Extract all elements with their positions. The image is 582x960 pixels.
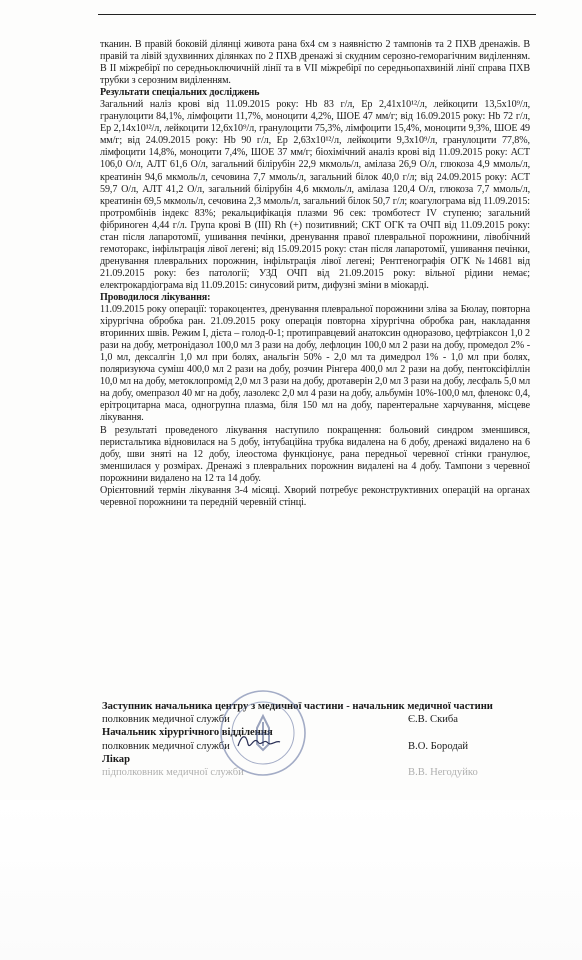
doctor-title: Лікар [102, 753, 130, 765]
paragraph-lab-results: Загальний наліз крові від 11.09.2015 року: Hb 83 г/л, Ер 2,41x10¹²/л, лейкоцити 13,5x10⁹/л, гранулоцити 84,1%, лімфоцити 11,7%, моноцити 4,2%, ШОЕ 47 мм/г; від 16.09.2015 року: Hb 72 г/л, Ер 2,14x10¹²/л, лейкоцити 12,6x10⁹/л, гранулоцити 75,3%, лімфоцити 15,4%, моноцити 9,3%, ШОЕ 49 мм/г; від 24.09.2015 року: Hb 90 г/л, Ер 2,63x10¹²/л, лейкоцити 9,3x10⁹/л, гранулоцити 77,8%, лімфоцити 14,8%, моноцити 7,4%, ШОЕ 37 мм/г; біохімічний аналіз крові від 11.09.2015 року: АСТ 106,0 О/л, АЛТ 61,6 О/л, загальний білірубін 22,9 мкмоль/л, амілаза 26,9 О/л, глюкоза 4,9 ммоль/л, креатинін 94,6 мкмоль/л, сечовина 7,7 ммоль/л, загальний білок 40,0 г/л; від 24.09.2015 року: АСТ 59,7 О/л, АЛТ 41,2 О/л, загальний білірубін 4,6 мкмоль/л, амілаза 120,4 О/л, глюкоза 7,7 ммоль/л, креатинін 69,5 мкмоль/л, сечовина 2,3 ммоль/л, загальний білок 50,7 г/л; коагулограма від 11.09.2015: протромбінів індекс 83%; рекальцифікація плазми 96 сек: тромботест IV ступеню; загальний фібриноген 4,44 г/л. Група крові В (ІІІ) Rh (+) позитивний; СКТ ОГК та ОЧП від 11.09.2015 року: стан після лапаротомії, ушивання печінки, дренування правої плевральної порожнини, лівобічний гемоторакс, інфільтрація лівої легені; від 15.09.2015 року: стан після лапаротомії, ушивання печінки, дренування плевральних порожнин, інфільтрація лівої легені; Рентгенографія ОГК №14681 від 21.09.2015 року: без патології; УЗД ОЧП від 21.09.2015 року: вільної рідини немає; електрокардіограма від 11.09.2015: синусовий ритм, дифузні зміни в міокарді. [100, 99, 530, 291]
paragraph-treatment: 11.09.2015 року операції: торакоцентез, дренування плевральної порожнини зліва за Бюлау, повторна хірургічна обробка ран. 21.09.2015 року операція повторна хірургічна обробка ран, накладання вторинних швів. Режим І, дієта – голод-0-1; протиправцевий анатоксин одноразово, цефтріаксон 1,0 2 рази на добу, метронідазол 100,0 мл 3 рази на добу, лефлоцин 100,0 мл 2 рази на добу, промедол 2% - 1,0 мл, дексалгін 1,0 мл при болях, анальгін 50% - 2,0 мл та димедрол 1% - 1,0 мл при болях, поляризуюча суміш 400,0 мл 2 рази на добу, розчин Рінгера 400,0 мл 2 рази на добу, пентоксіфіллін 10,0 мл на добу, метоклопромід 2,0 мл 3 рази на добу, дротаверін 2,0 мл 3 рази на добу, лесфаль 5,0 мл на добу, омепразол 40 мг на добу, лазолекс 2,0 мл 4 рази на добу, альбумін 10%-100,0 мл, фленокс 0,4, ерітроцитарна маса, одногрупна плазма, біля 150 мл на добу, парентеральне харчування, місцеве лікування. [100, 304, 531, 424]
surgery-head-rank: полковник медичної служби [102, 740, 230, 752]
heading-special-research: Результати спеціальних досліджень [100, 87, 260, 99]
top-border-line [98, 14, 536, 15]
heading-treatment: Проводилося лікування: [100, 291, 211, 303]
doctor-name: В.В. Негодуйко [408, 766, 478, 778]
surgery-head-title: Начальник хірургічного відділення [102, 727, 273, 739]
paragraph-wound-description: тканин. В правій боковій ділянці живота рана 6х4 см з наявністю 2 тампонів та 2 ПХВ дренажів. В правій та лівій здухвинних ділянках по 2 ПХВ дренажі зі скудним серозно-геморагічним виділенням. В ІІ міжребірї по середньоключичній лінії та в VII міжребірї по середньопахвиній лінії справа ПХВ трубки з серозним виділенням. [100, 39, 530, 87]
deputy-name: Є.В. Скиба [408, 714, 458, 726]
page-bottom-area [0, 800, 582, 960]
document-body [100, 39, 530, 509]
paragraph-prognosis: Орієнтовний термін лікування 3-4 місяці. Хворий потребує реконструктивних операцій на органах черевної порожнини та передній черевній стінці. [100, 484, 530, 508]
doctor-rank: підполковник медичної служби [102, 766, 244, 778]
paragraph-results: В результаті проведеного лікування наступило покращення: больовий синдром зменшився, перистальтика відновилася на 5 добу, інтубаційна трубка видалена на 6 добу, дренажі видалено на 6 добу, шви зняті на 12 добу, ілеостома функціонує, рана передньої черевної стінки гранулює, зменшилася у розмірах. Дренажі з плевральних порожнин видалені на 4 добу. Тампони з черевної порожнини видалено на 12 та 14 добу. [100, 424, 530, 484]
surgery-head-name: В.О. Бородай [408, 740, 469, 752]
deputy-rank: полковник медичної служби [102, 714, 230, 726]
deputy-title: Заступник начальника центру з медичної частини - начальник медичної частини [102, 701, 493, 712]
signature-block [102, 700, 532, 779]
handwritten-signature [236, 732, 282, 752]
